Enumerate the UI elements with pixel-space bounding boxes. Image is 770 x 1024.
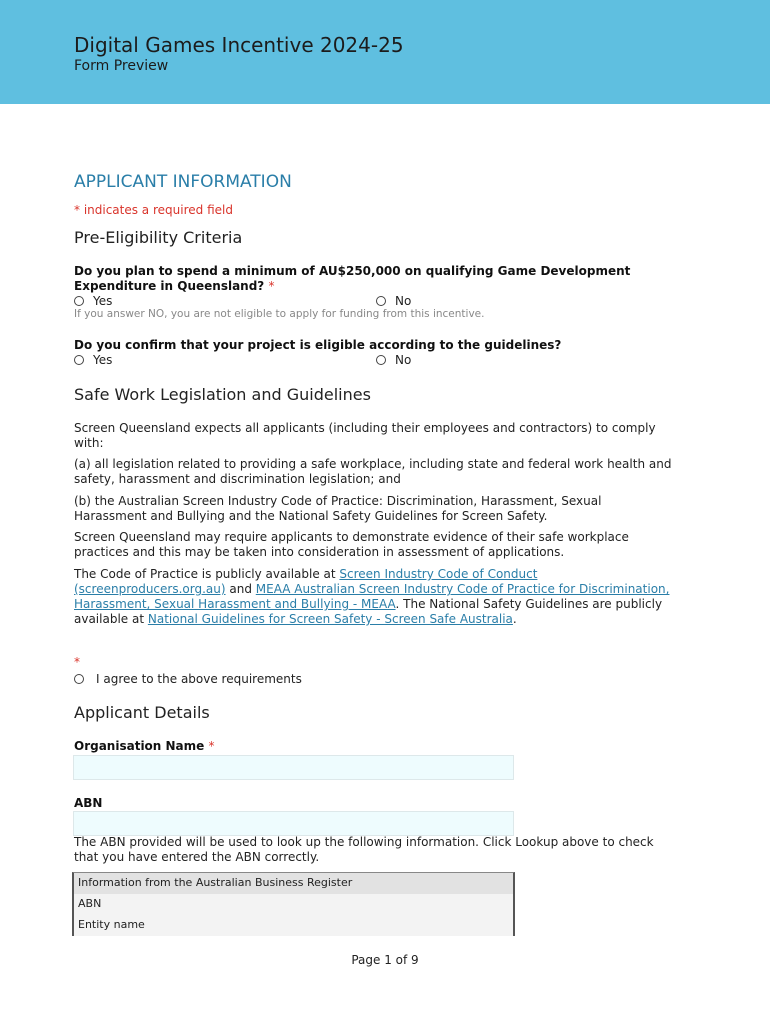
organisation-name-label: [74, 739, 215, 753]
paragraph-code-of-practice: (b) the Australian Screen Industry Code of Practice: Discrimination, Harassment, Sexual Harassment and Bullying and the National Safety Guidelines for Screen Safety.: [74, 494, 602, 523]
radio-project-eligible-yes[interactable]: [74, 353, 112, 367]
abn-help-text: The ABN provided will be used to look up the following information. Click Lookup above to check that you have entered the ABN correctly.: [74, 835, 654, 864]
abr-info-table: [72, 872, 515, 936]
heading-applicant-details: Applicant Details: [74, 703, 210, 722]
radio-circle-icon[interactable]: [376, 355, 386, 365]
page-header: [0, 0, 770, 104]
paragraph-legislation: (a) all legislation related to providing a safe workplace, including state and federal work health and safety, harassment and discrimination legislation; and: [74, 457, 672, 486]
required-marker: *: [208, 739, 215, 753]
link-screen-industry-code[interactable]: Screen Industry Code of Conduct (screenproducers.org.au): [74, 567, 538, 596]
radio-min-spend-no[interactable]: [376, 294, 411, 308]
heading-safe-work: Safe Work Legislation and Guidelines: [74, 385, 371, 404]
required-marker: *: [74, 655, 80, 669]
radio-label: Yes: [93, 294, 113, 308]
agree-requirements-label: I agree to the above requirements: [96, 672, 302, 686]
form-subtitle: Form Preview: [74, 58, 169, 74]
link-national-guidelines[interactable]: National Guidelines for Screen Safety - Screen Safe Australia: [147, 612, 513, 626]
radio-circle-icon[interactable]: [74, 296, 84, 306]
radio-label: Yes: [93, 353, 113, 367]
radio-label: No: [395, 353, 412, 367]
abn-label: ABN: [74, 796, 103, 810]
link-meaa-code[interactable]: MEAA Australian Screen Industry Code of Practice for Discrimination, Harassment, Sexual Harassment and Bullying - MEAA: [74, 582, 670, 611]
page-number: Page 1 of 9: [351, 953, 419, 967]
label-text: Organisation Name: [74, 739, 205, 753]
hint-min-spend: If you answer NO, you are not eligible to apply for funding from this incentive.: [74, 308, 485, 320]
form-title: Digital Games Incentive 2024-25: [74, 33, 404, 57]
question-project-eligible: [74, 338, 694, 353]
radio-project-eligible-no[interactable]: [376, 353, 411, 367]
heading-pre-eligibility: Pre-Eligibility Criteria: [74, 228, 243, 247]
section-title-applicant-information: APPLICANT INFORMATION: [74, 172, 292, 192]
abr-row-entity-name: Entity name: [78, 918, 145, 931]
question-min-spend: [74, 264, 694, 294]
radio-label: No: [395, 294, 412, 308]
abr-table-heading: Information from the Australian Business Register: [74, 873, 513, 894]
radio-circle-icon[interactable]: [376, 296, 386, 306]
paragraph-availability: [74, 567, 674, 627]
radio-circle-icon[interactable]: [74, 355, 84, 365]
radio-circle-icon[interactable]: [74, 674, 84, 684]
agree-requirements-option[interactable]: [74, 672, 302, 686]
abr-row-abn: ABN: [78, 897, 102, 910]
availability-text: .: [512, 612, 517, 626]
availability-text: and: [225, 582, 256, 596]
availability-text: . The National Safety Guidelines are publicly available at: [74, 597, 663, 626]
required-field-note: * indicates a required field: [74, 203, 233, 217]
availability-text: The Code of Practice is publicly available at: [74, 567, 340, 581]
radio-min-spend-yes[interactable]: [74, 294, 112, 308]
paragraph-expectations: Screen Queensland expects all applicants (including their employees and contractors) to comply with:: [74, 421, 656, 450]
question-min-spend-text: Do you plan to spend a minimum of AU$250,000 on qualifying Game Development Expenditure in Queensland?: [74, 264, 631, 293]
required-marker: *: [268, 279, 275, 293]
question-project-eligible-text: Do you confirm that your project is eligible according to the guidelines?: [74, 338, 562, 352]
abn-input[interactable]: [73, 811, 514, 836]
paragraph-evidence: Screen Queensland may require applicants to demonstrate evidence of their safe workplace practices and this may be taken into consideration in assessment of applications.: [74, 530, 629, 559]
organisation-name-input[interactable]: [73, 755, 514, 780]
